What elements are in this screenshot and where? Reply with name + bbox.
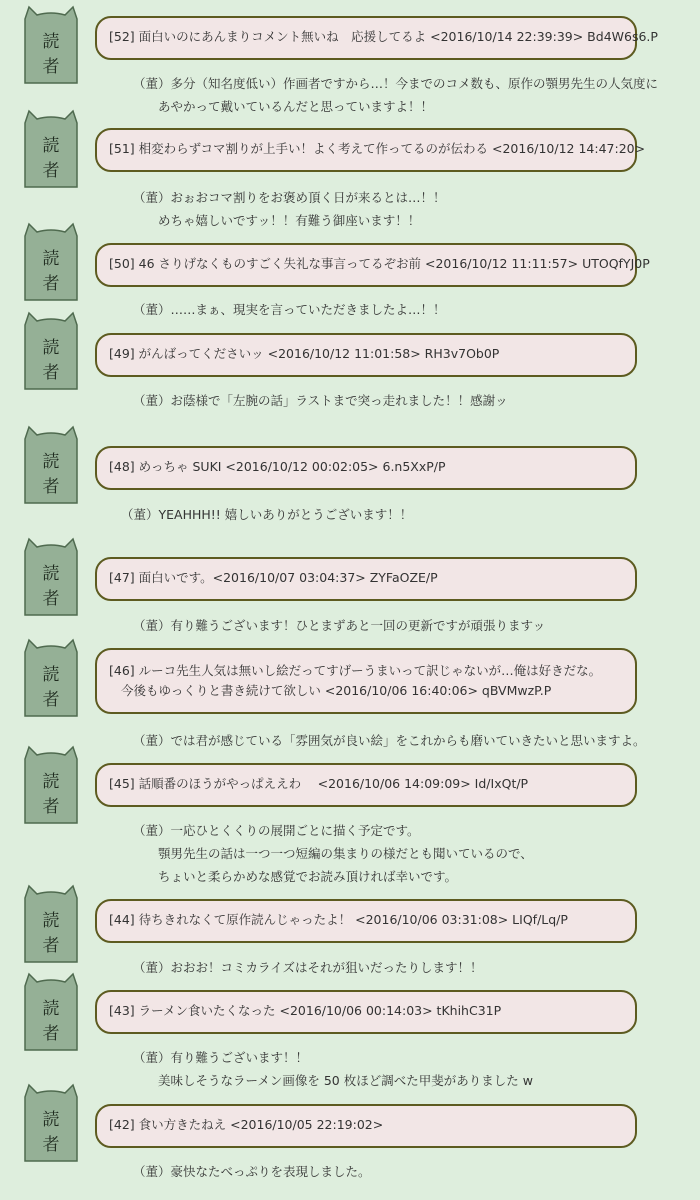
comment-text: [48] めっちゃ SUKI <2016/10/12 00:02:05> 6.n5XxP/P: [109, 459, 446, 474]
author-reply: （董）おおお！コミカライズはそれが狙いだったりします！！: [133, 960, 483, 975]
comment-bubble: [95, 899, 637, 943]
comment-text: [45] 話順番のほうがやっぱええわ <2016/10/06 14:09:09> Id/IxQt/P: [109, 776, 529, 791]
comment-bubble: [95, 333, 637, 377]
reader-avatar-icon: 読 者: [23, 5, 79, 85]
author-reply: （董）では君が感じている「雰囲気が良い絵」をこれからも磨いていきたいと思いますよ。: [133, 733, 646, 748]
author-reply: （董）多分（知名度低い）作画者ですから…！今までのコメ数も、原作の顎男先生の人気度に あやかって戴いているんだと思っていますよ！！: [133, 76, 659, 114]
comment-bubble: [95, 763, 637, 807]
author-reply: （董）……まぁ、現実を言っていただきましたよ…！！: [133, 302, 446, 317]
comment-text: [47] 面白いです。<2016/10/07 03:04:37> ZYFaOZE/P: [109, 570, 438, 585]
reader-avatar-icon: 読 者: [23, 884, 79, 964]
comment-bubble: [95, 1104, 637, 1148]
reader-avatar-icon: 読 者: [23, 638, 79, 718]
comment-text: [49] がんばってくださいッ <2016/10/12 11:01:58> RH3v7Ob0P: [109, 346, 500, 361]
reader-avatar-icon: 読 者: [23, 222, 79, 302]
author-reply: （董）おぉおコマ割りをお褒め頂く日が来るとは…！！ めちゃ嬉しいですッ！！有難う御座います！！: [133, 190, 446, 228]
comment-bubble: [95, 446, 637, 490]
comment-bubble: [95, 648, 637, 714]
comment-text: [50] 46 さりげなくものすごく失礼な事言ってるぞお前 <2016/10/12 11:11:57> UTOQfYJ0P: [109, 256, 650, 271]
comment-text: [52] 面白いのにあんまりコメント無いね 応援してるよ <2016/10/14 22:39:39> Bd4W6s6.P: [109, 29, 658, 44]
reader-avatar-icon: 読 者: [23, 109, 79, 189]
comment-bubble: [95, 16, 658, 60]
reader-avatar-icon: 読 者: [23, 1083, 79, 1163]
author-reply: （董）豪快なたべっぷりを表現しました。: [133, 1164, 371, 1179]
reader-avatar-icon: 読 者: [23, 425, 79, 505]
author-reply: （董）お蔭様で「左腕の話」ラストまで突っ走れました！！感謝ッ: [133, 393, 508, 408]
comment-text: [51] 相変わらずコマ割りが上手い！よく考えて作ってるのが伝わる <2016/10/12 14:47:20>: [109, 141, 646, 156]
comment-bubble: [95, 243, 650, 287]
comment-text: [46] ルーコ先生人気は無いし絵だってすげーうまいって訳じゃないが…俺は好きだな。: [109, 663, 602, 678]
reader-avatar-icon: 読 者: [23, 537, 79, 617]
comment-text: [44] 待ちきれなくて原作読んじゃったよ！ <2016/10/06 03:31:08> LIQf/Lq/P: [109, 912, 568, 927]
comment-bubble: [95, 128, 646, 172]
reader-avatar-icon: 読 者: [23, 972, 79, 1052]
comment-text: [43] ラーメン食いたくなった <2016/10/06 00:14:03> tKhihC31P: [109, 1003, 502, 1018]
reader-avatar-icon: 読 者: [23, 311, 79, 391]
comment-bubble: [95, 990, 637, 1034]
reader-avatar-icon: 読 者: [23, 745, 79, 825]
author-reply: （董）YEAHHH!! 嬉しいありがとうございます！！: [121, 507, 413, 522]
comment-text: [42] 食い方きたねえ <2016/10/05 22:19:02>: [109, 1117, 384, 1132]
author-reply: （董）有り難うございます！ひとまずあと一回の更新ですが頑張りますッ: [133, 618, 546, 633]
comment-bubble: [95, 557, 637, 601]
comment-text: 今後もゆっくりと書き続けて欲しい <2016/10/06 16:40:06> qBVMwzP.P: [121, 683, 552, 698]
author-reply: （董）有り難うございます！！ 美味しそうなラーメン画像を 50 枚ほど調べた甲斐がありました w: [133, 1050, 533, 1088]
author-reply: （董）一応ひとくくりの展開ごとに描く予定です。 顎男先生の話は一つ一つ短編の集まりの様だとも聞いているので、 ちょいと柔らかめな感覚でお読み頂ければ幸いです。: [133, 823, 533, 884]
